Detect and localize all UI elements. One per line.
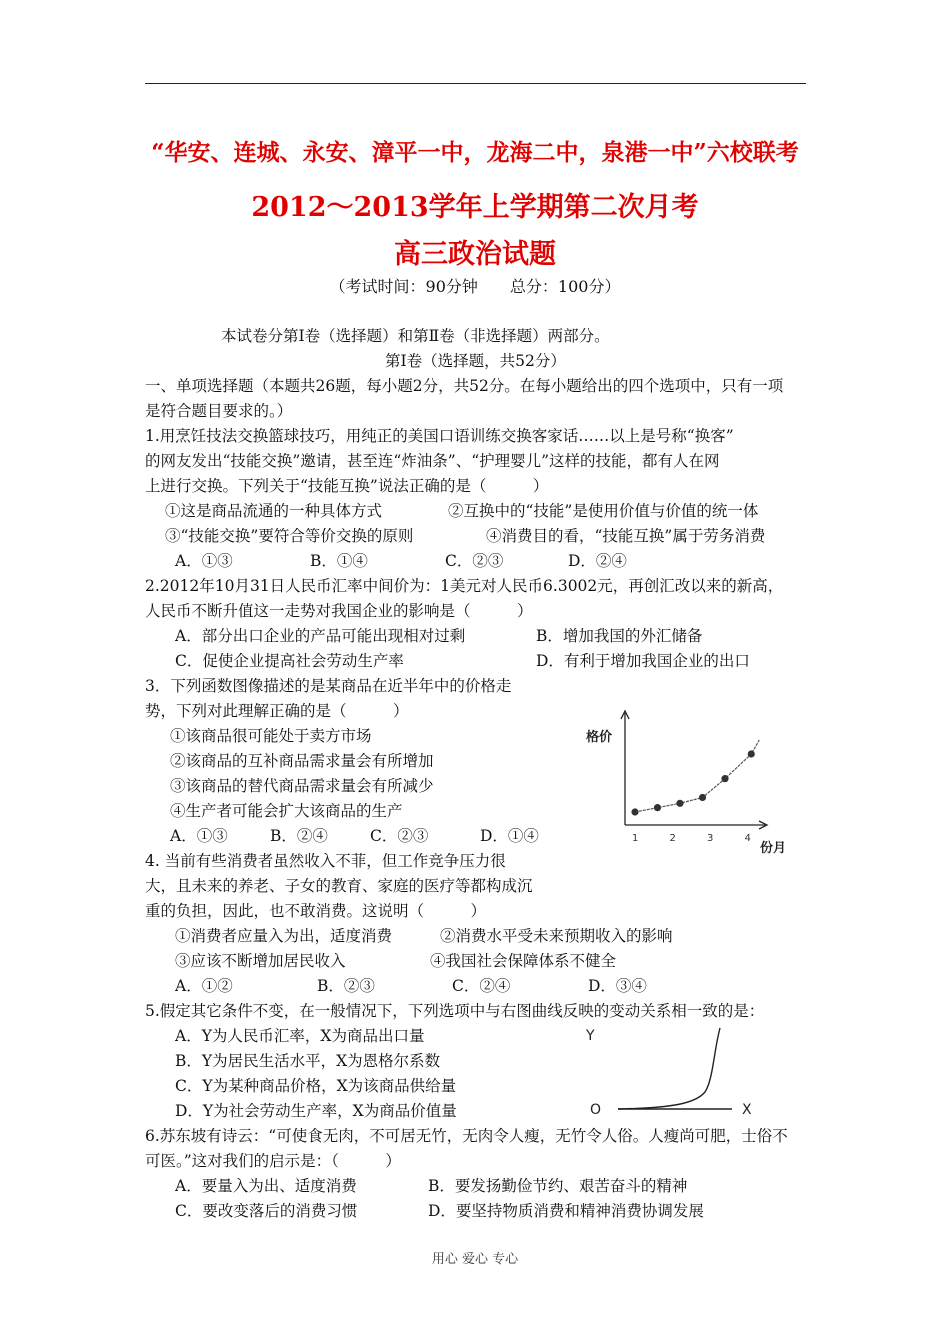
q4-option-a: A．①② bbox=[175, 977, 233, 995]
q5-option-c: C．Y为某种商品价格，X为该商品供给量 bbox=[175, 1077, 457, 1095]
price-chart-tick-label: 2 bbox=[669, 833, 676, 844]
q6-option-b: B．要发扬勤俭节约、艰苦奋斗的精神 bbox=[428, 1177, 688, 1195]
price-chart-tick-label: 4 bbox=[744, 833, 751, 844]
price-chart-points bbox=[631, 750, 754, 815]
q1-stem: 1.用烹饪技法交换篮球技巧，用纯正的美国口语训练交换客家话……以上是号称“换客” bbox=[145, 427, 734, 445]
page-footer: 用心 爱心 专心 bbox=[431, 1252, 519, 1267]
intro-text: 本试卷分第Ⅰ卷（选择题）和第Ⅱ卷（非选择题）两部分。 bbox=[221, 327, 610, 345]
q4-stem-cont: 大，且未来的养老、子女的教育、家庭的医疗等都构成沉 bbox=[145, 877, 533, 895]
q1-option-c: C．②③ bbox=[445, 552, 504, 570]
price-chart-ylabel: 格价 bbox=[586, 730, 613, 745]
q6-option-d: D．要坚持物质消费和精神消费协调发展 bbox=[428, 1202, 704, 1220]
xy-curve-chart bbox=[580, 1020, 780, 1120]
header-rule bbox=[145, 83, 806, 84]
q4-stem: 4. 当前有些消费者虽然收入不菲，但工作竞争压力很 bbox=[145, 852, 506, 870]
price-chart-point bbox=[748, 750, 755, 757]
exam-schools-title: “华安、连城、永安、漳平一中，龙海二中，泉港一中”六校联考 bbox=[151, 139, 799, 166]
q1-option-b: B．①④ bbox=[310, 552, 368, 570]
q2-option-a: A．部分出口企业的产品可能出现相对过剩 bbox=[175, 627, 466, 645]
price-chart-xlabel: 份月 bbox=[760, 841, 787, 856]
q4-option-c: C．②④ bbox=[452, 977, 511, 995]
q2-option-b: B．增加我国的外汇储备 bbox=[536, 627, 703, 645]
q3-option-b: B．②④ bbox=[270, 827, 328, 845]
q2-stem: 2.2012年10月31日人民币汇率中间价为：1美元对人民币6.3002元，再创汇改以来的新高， bbox=[145, 577, 784, 595]
q6-option-a: A．要量入为出、适度消费 bbox=[175, 1177, 357, 1195]
price-chart-point bbox=[699, 794, 706, 801]
q1-statement-3: ③“技能交换”要符合等价交换的原则 bbox=[165, 527, 414, 545]
price-trend-chart bbox=[580, 705, 795, 865]
q6-option-c: C．要改变落后的消费习惯 bbox=[175, 1202, 358, 1220]
q5-option-d: D．Y为社会劳动生产率，X为商品价值量 bbox=[175, 1102, 457, 1120]
q2-option-c: C．促使企业提高社会劳动生产率 bbox=[175, 652, 404, 670]
section1-instructions-cont: 是符合题目要求的。） bbox=[145, 402, 293, 420]
xy-chart-ylabel: Y bbox=[586, 1028, 595, 1044]
q3-stem-cont: 势，下列对此理解正确的是（ ） bbox=[145, 702, 409, 720]
q4-statement-1: ①消费者应量入为出，适度消费 bbox=[175, 927, 393, 945]
q1-option-d: D．②④ bbox=[568, 552, 627, 570]
q4-statement-4: ④我国社会保障体系不健全 bbox=[430, 952, 617, 970]
q5-option-b: B．Y为居民生活水平，X为恩格尔系数 bbox=[175, 1052, 441, 1070]
q3-option-d: D．①④ bbox=[480, 827, 539, 845]
q3-statement-3: ③该商品的替代商品需求量会有所减少 bbox=[170, 777, 434, 795]
q3-statement-2: ②该商品的互补商品需求量会有所增加 bbox=[170, 752, 434, 770]
q4-stem-end: 重的负担，因此，也不敢消费。这说明（ ） bbox=[145, 902, 487, 920]
q3-option-a: A．①③ bbox=[170, 827, 228, 845]
xy-chart-origin: O bbox=[590, 1102, 602, 1118]
price-chart-tick-label: 3 bbox=[707, 833, 714, 844]
xy-chart-curve bbox=[618, 1028, 720, 1109]
part1-title: 第Ⅰ卷（选择题，共52分） bbox=[385, 352, 566, 370]
q1-statement-4: ④消费目的看，“技能互换”属于劳务消费 bbox=[486, 527, 766, 545]
price-chart-point bbox=[631, 808, 638, 815]
q2-stem-cont: 人民币不断升值这一走势对我国企业的影响是（ ） bbox=[145, 602, 533, 620]
q4-statement-2: ②消费水平受未来预期收入的影响 bbox=[440, 927, 673, 945]
q3-stem: 3．下列函数图像描述的是某商品在近半年中的价格走 bbox=[145, 677, 512, 695]
q6-stem-cont: 可医。”这对我们的启示是：（ ） bbox=[145, 1152, 401, 1170]
price-chart-line bbox=[635, 740, 759, 812]
price-chart-point bbox=[721, 775, 728, 782]
q1-stem-cont: 的网友发出“技能交换”邀请，甚至连“炸油条”、“护理婴儿”这样的技能，都有人在网 bbox=[145, 452, 720, 470]
q5-option-a: A．Y为人民币汇率，X为商品出口量 bbox=[175, 1027, 425, 1045]
q4-statement-3: ③应该不断增加居民收入 bbox=[175, 952, 346, 970]
exam-term-title: 2012～2013学年上学期第二次月考 bbox=[251, 192, 699, 223]
q1-statement-1: ①这是商品流通的一种具体方式 bbox=[165, 502, 383, 520]
price-chart-tick-label: 1 bbox=[632, 833, 639, 844]
q3-statement-4: ④生产者可能会扩大该商品的生产 bbox=[170, 802, 403, 820]
xy-chart-xlabel: X bbox=[742, 1102, 752, 1118]
q1-statement-2: ②互换中的“技能”是使用价值与价值的统一体 bbox=[448, 502, 759, 520]
price-chart-ticks bbox=[632, 833, 751, 844]
q5-stem: 5.假定其它条件不变，在一般情况下，下列选项中与右图曲线反映的变动关系相一致的是： bbox=[145, 1002, 765, 1020]
price-chart-point bbox=[654, 804, 661, 811]
q2-option-d: D．有利于增加我国企业的出口 bbox=[536, 652, 750, 670]
q1-option-a: A．①③ bbox=[175, 552, 233, 570]
exam-info: （考试时间：90分钟 总分：100分） bbox=[329, 277, 621, 296]
section1-instructions: 一、单项选择题（本题共26题，每小题2分，共52分。在每小题给出的四个选项中，只有一项 bbox=[145, 377, 784, 395]
q3-statement-1: ①该商品很可能处于卖方市场 bbox=[170, 727, 372, 745]
q3-option-c: C．②③ bbox=[370, 827, 429, 845]
q6-stem: 6.苏东坡有诗云：“可使食无肉，不可居无竹，无肉令人瘦，无竹令人俗。人瘦尚可肥，士俗不 bbox=[145, 1127, 788, 1145]
q4-option-d: D．③④ bbox=[588, 977, 647, 995]
price-chart-axes bbox=[621, 711, 767, 829]
q4-option-b: B．②③ bbox=[317, 977, 375, 995]
q1-stem-end: 上进行交换。下列关于“技能互换”说法正确的是（ ） bbox=[145, 477, 549, 495]
price-chart-point bbox=[676, 800, 683, 807]
exam-subject-title: 高三政治试题 bbox=[394, 239, 556, 270]
